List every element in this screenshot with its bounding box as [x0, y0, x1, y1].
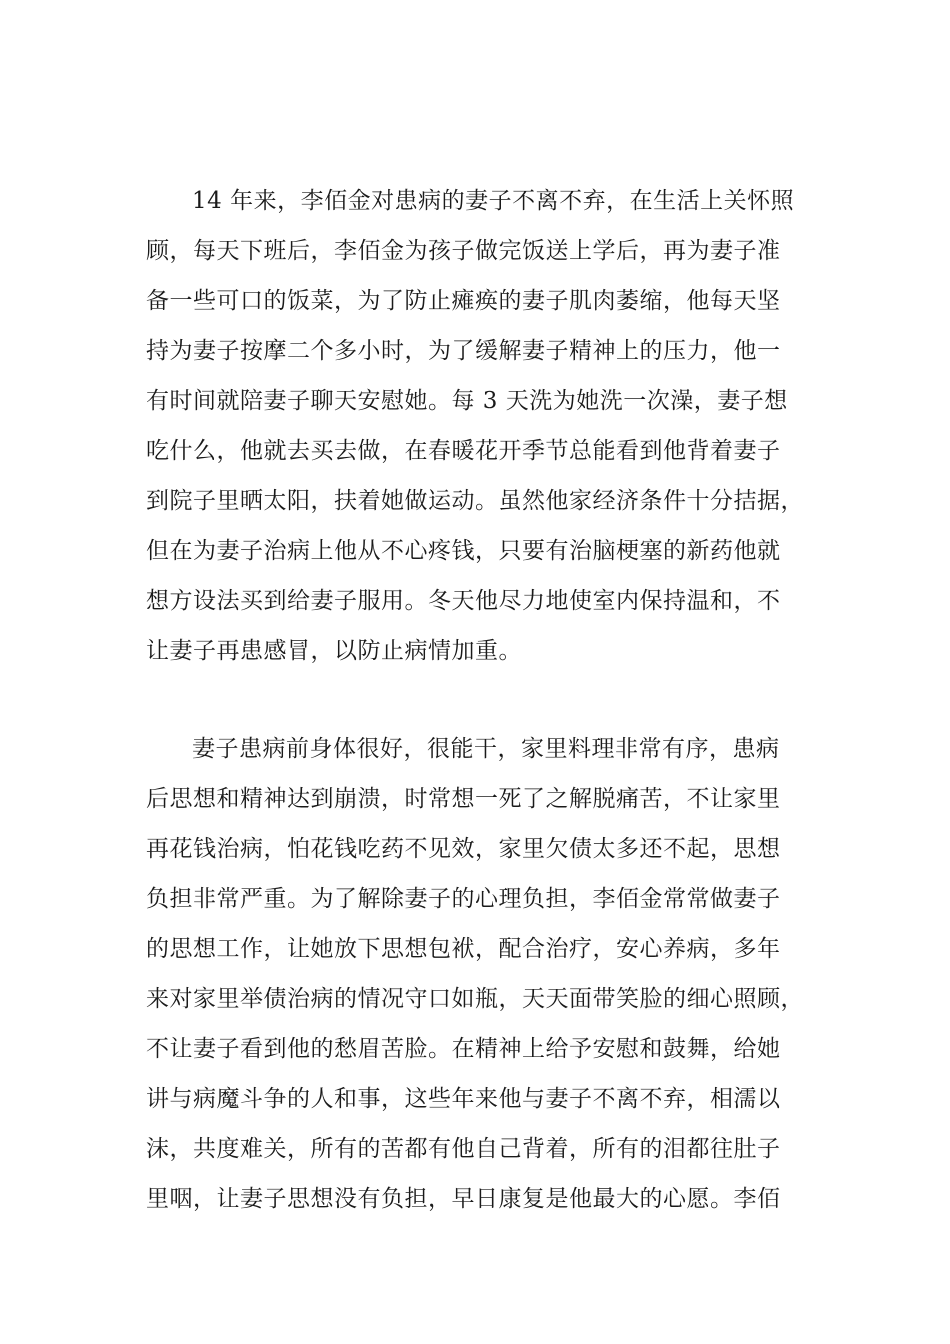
- paragraph-line: 持为妻子按摩二个多小时，为了缓解妻子精神上的压力，他一: [146, 338, 781, 364]
- paragraph-line: 沫，共度难关，所有的苦都有他自己背着，所有的泪都往肚子: [146, 1136, 781, 1162]
- paragraph-line: 吃什么，他就去买去做，在春暖花开季节总能看到他背着妻子: [146, 438, 781, 464]
- paragraph-line: 有时间就陪妻子聊天安慰她。每 3 天洗为她洗一次澡，妻子想: [146, 388, 788, 414]
- paragraph-line: 但在为妻子治病上他从不心疼钱，只要有治脑梗塞的新药他就: [146, 538, 781, 564]
- paragraph-line: 让妻子再患感冒，以防止病情加重。: [146, 638, 522, 664]
- paragraph-line: 想方设法买到给妻子服用。冬天他尽力地使室内保持温和，不: [146, 588, 781, 614]
- paragraph-line: 备一些可口的饭菜，为了防止瘫痪的妻子肌肉萎缩，他每天坚: [146, 288, 781, 314]
- paragraph-line: 负担非常严重。为了解除妻子的心理负担，李佰金常常做妻子: [146, 886, 781, 912]
- paragraph-line: 来对家里举债治病的情况守口如瓶，天天面带笑脸的细心照顾，: [146, 986, 804, 1012]
- paragraph-line: 的思想工作，让她放下思想包袱，配合治疗，安心养病，多年: [146, 936, 781, 962]
- paragraph-line: 再花钱治病，怕花钱吃药不见效，家里欠债太多还不起，思想: [146, 836, 781, 862]
- paragraph-line: 到院子里晒太阳，扶着她做运动。虽然他家经济条件十分拮据，: [146, 488, 804, 514]
- paragraph-line: 不让妻子看到他的愁眉苦脸。在精神上给予安慰和鼓舞，给她: [146, 1036, 781, 1062]
- paragraph-line: 后思想和精神达到崩溃，时常想一死了之解脱痛苦，不让家里: [146, 786, 781, 812]
- paragraph-line: 14 年来，李佰金对患病的妻子不离不弃，在生活上关怀照: [192, 188, 795, 214]
- paragraph-line: 讲与病魔斗争的人和事，这些年来他与妻子不离不弃，相濡以: [146, 1086, 781, 1112]
- paragraph-line: 顾，每天下班后，李佰金为孩子做完饭送上学后，再为妻子准: [146, 238, 781, 264]
- paragraph-line: 里咽，让妻子思想没有负担，早日康复是他最大的心愿。李佰: [146, 1186, 781, 1212]
- paragraph-line: 妻子患病前身体很好，很能干，家里料理非常有序，患病: [192, 736, 780, 762]
